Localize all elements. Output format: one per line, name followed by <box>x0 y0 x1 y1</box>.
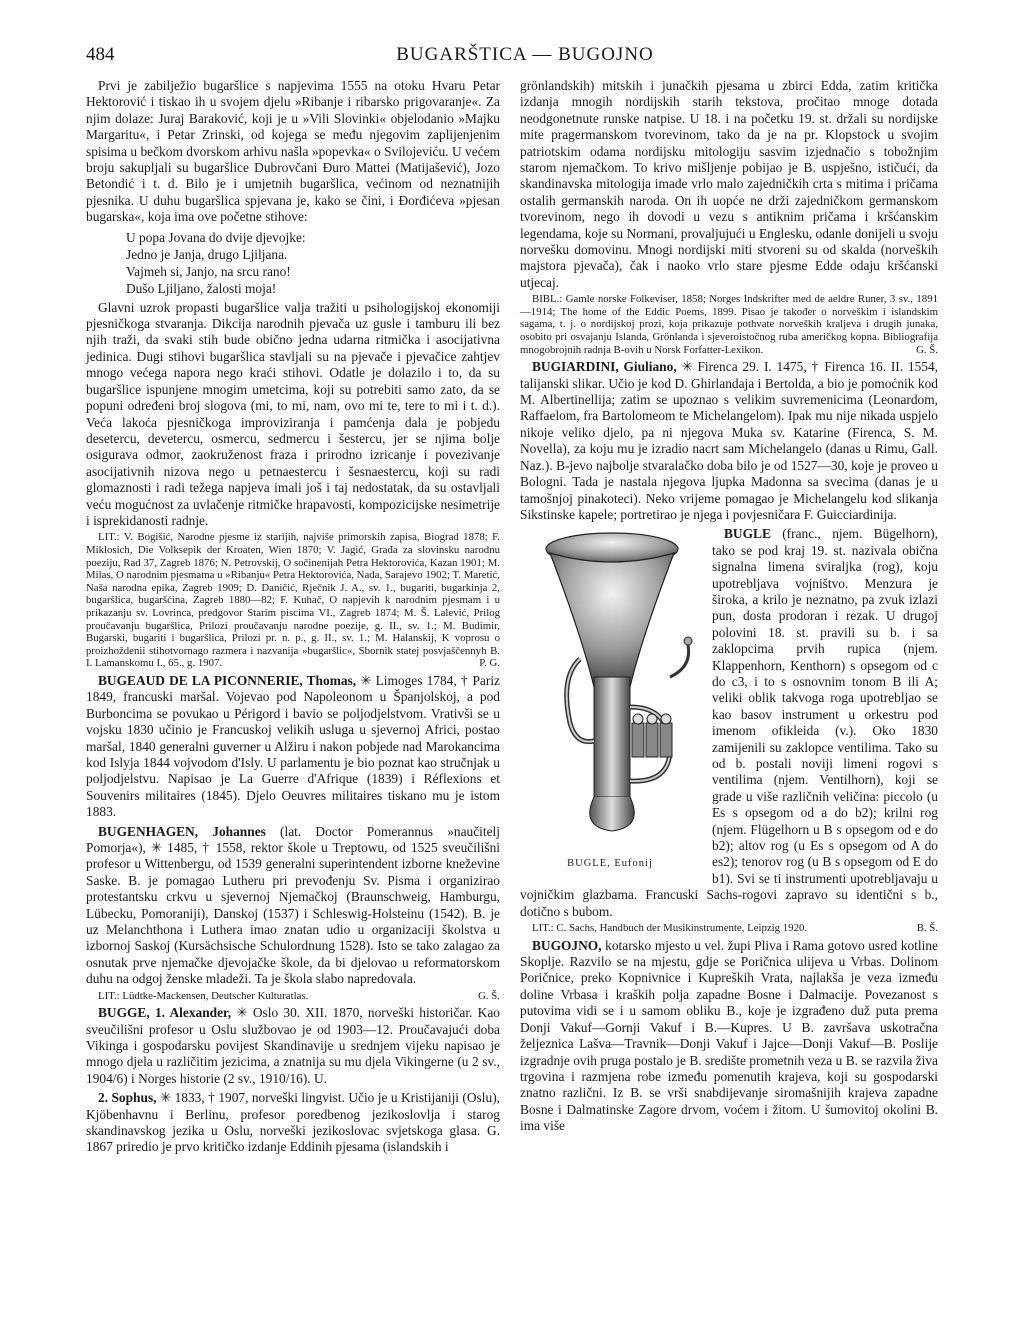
literature-note <box>520 922 938 935</box>
valve-icon <box>647 714 657 724</box>
author-signature: G. Š. <box>478 989 500 1002</box>
poem-line: Dušo Ljiljano, žalosti moja! <box>126 280 277 296</box>
poem-line: Vajmeh si, Janjo, na srcu rano! <box>126 263 291 279</box>
valve-icon <box>633 714 643 724</box>
page-header <box>86 44 964 68</box>
author-signature: G. Š. <box>916 343 938 356</box>
figure-caption: BUGLE, Eufonij <box>567 857 653 869</box>
literature-text: LIT.: V. Bogišić, Narodne pjesme iz starijih, najviše primorskih zapisa, Biograd 1878; F. Miklosich, Die Volksepik der Kroaten, Wien 1870; V. Jagić, Građa za slovinsku narodnu poeziju, Rad 37, Zagreb 1876; N. Petrovskij, O sočinenijah Petra Hektorovića, Kazan 1901; M. Milas, O narodnim pjesmama u »Ribanju« Petra Hektorovića, Nada, Sarajevo 1902; T. Maretić, Naša narodna epika, Zagreb 1909; D. Daničić, Rječnik J. A., sv. 1., bugariti, bugarkinja 2, bugaršlica, bugaršćina, Zagreb 1880—82; F. Kuhač, O napjevih k narodnim pjesmam i u prikazanju sv. Lovrinca, predgovor Starim piscima VI., Zagreb 1874; M. Š. Lalević, Prilog proučavanju bugaršlica, Prilozi proučavanju narodne poezije, g. II., sv. 1.; M. Budimir, Bugarski, bugariti i bugaršlica, Prilozi pr. n. p., g. II., sv. 1.; M. Halanskij, K voprosu o proizhoždenii stihotvornago razmera i nazvanija »bugaršlic«, Sbornik statej posvjaščennyh B. I. Lamanskomu I., 65., g. 1907. <box>86 531 500 670</box>
headword: BUGLE <box>724 526 771 542</box>
page-number: 484 <box>86 44 115 65</box>
right-column <box>520 78 938 1135</box>
entry-text: (franc., njem. Bügelhorn), tako se pod kraj 19. st. nazivala obična signalna limena sviraljka (rog), koju upotrebljava vojništvo. Menzura je široka, a krilo je neznatno, pa zvuk izlazi pun, dosta prodoran i rezak. U drugoj polovini 18. st. pravili su b. i sa zaklopcima prvih rupica (njem. Klappenhorn, Kenthorn) s opsegom od c do c3, i to s osnovnim tonom B ili A; veliki oblik takvoga roga upotrebljao se kao basov instrument u orkestru pod imenom ofikleida (v.). Oko 1830 zamijenili su zaklopce ventilima. Tako su od b. postali noviji limeni rogovi s ventilima (njem. Ventilhorn), koji se grade u više različnih veličina: piccolo (u Es s opsegom od a do b2); krilni rog (njem. Flügelhorn u B s opsegom od e do b2); altov rog (u Es s opsegom od A do es2); tenorov rog (u B s opsegom od E do b1). Svi se ti instrumenti upotrebljavaju u vojničkim glazbama. Francuski Sachs-rogovi zapravo su identični s b., dotično s bubom. <box>520 526 938 919</box>
headword: BUGEAUD DE LA PICONNERIE, Thomas, <box>98 672 357 688</box>
author-signature: P. G. <box>479 657 500 670</box>
entry-bugeaud <box>86 673 500 821</box>
entry-text: (lat. Doctor Pomerannus »naučitelj Pomorja«), ✳ 1485, † 1558, rektor škole u Treptowu, od 1525 sveučilišni profesor u Wittenbergu, od 1539 generalni superintendent izborne kneževine Saske. B. je pomagao Lutheru pri prevođenju Sv. Pisma i organizirao protestantsku crkvu u sjevernoj Njemačkoj (Braunschweig, Hamburgu, Lübecku, Pomoraniji), Danskoj (1537) i Schleswig-Holsteinu (1542). B. je uz Melanchthona i Luthera imao znatan udio u organizaciji školstva u izbornoj Saskoj (Kursächsische Schulordnung 1528). Isto se tako zalagao za osnutak prve njemačke djevojačke škole, da bi djelovao u reformatorskom duhu na odgoj ženske mladeži. Ta je škola slabo napredovala. <box>86 823 500 987</box>
bibliography-note <box>520 293 938 356</box>
mouthpiece-icon <box>684 637 692 645</box>
literature-note <box>86 990 500 1003</box>
literature-text: LIT.: C. Sachs, Handbuch der Musikinstrumente, Leipzig 1920. <box>532 922 808 935</box>
poem-line: U popa Jovana do dvije djevojke: <box>126 229 306 245</box>
valve-icon <box>661 714 671 724</box>
entry-bugenhagen <box>86 824 500 988</box>
author-signature: B. Š. <box>916 922 938 935</box>
headword: BUGIARDINI, Giuliano, <box>532 359 677 375</box>
entry-text: ✳ Firenca 29. I. 1475, † Firenca 16. II. 1554, talijanski slikar. Učio je kod D. Ghirlandaja i Bertolda, a bio je pomoćnik kod M. Albertinellija; zatim se upoznao s velikim suvremenicima (Leonardom, Raffaelom, fra Bartolomeom te Michelangelom). Ipak mu nije nikada uspjelo nikoje veliko djelo, pa ni njegova Muka sv. Katarine (Firenca, S. M. Novella), za koju mu je izradio nacrt sam Michelangelo (danas u Rimu, Gall. Naz.). B-jevo najbolje stvaralačko doba bilo je od 1527—30, koje je proveo u Bologni. Tada je nastala njegova ljupka Madonna sa svecima (danas je u tamošnjoj pinakoteci). Neko vrijeme pomagao je Michelangelu kod slikanja Sikstinske kapele; portretirao je njega i povjesničara F. Guicciardinija. <box>520 359 939 522</box>
headword: BUGOJNO, <box>532 937 602 953</box>
left-column <box>86 78 500 1156</box>
literature-note <box>86 531 500 670</box>
paragraph: grönlandskih) mitskih i junačkih pjesama u zbirci Edda, zatim kritička izdanja mnogih nordijskih starih tekstova, pročitao mnoge dotada neodgonetnute runske natpise. U 18. i na početku 19. st. držali su nordijske mite pragermanskom tvorevinom, tako da je na pr. Klopstock u svojim patriotskim odama nordijsku mitologiju sasvim izjednačio s tobožnjim starom njemačkom. To krivo mišljenje pobijao je B. uspješno, ističući, da skandinavska mitologija imade vrlo malo zajedničkih crta s mitima i pričama ostalih germanskih naroda. On ih uopće ne drži zajedničkom germanskom tvorevinom, nego ih dovodi u vezu s antiknim pričama i kršćanskim legendama, koje su Normani, provaljujući u Englesku, odanle donijeli u svoju norvešku domovinu. Mnogi nordijski miti stvoreni su od skalda (norveških majstora pjevača), čak i naoko vrlo stare pjesme Edde odaju kršćanski utjecaj. <box>520 78 938 290</box>
paragraph: Prvi je zabilježio bugaršlice s napjevima 1555 na otoku Hvaru Petar Hektorović i tiskao ih u svojem djelu »Ribanje i ribarsko prigovaranje«. Za njim dolaze: Juraj Baraković, koji je u »Vili Slovinki« objelodanio »Majku Margaritu«, i Petar Zrinski, od kojega se među njegovim zaplijenjenim spisima u bečkom dvorskom arhivu našla »popevka« o Svilojeviću. U većem broju sakupljali su bugaršlice Dubrovčani Đuro Mattei (Matijašević), Jozo Betondić i t. d. Bilo je i umjetnih bugaršlica, većinom od neznatnijih pjesnika. U duhu bugaršlica spjevana je, kako se čini, i Đorđićeva »pjesan bugarska«, koja ima ove početne stihove: <box>86 78 500 225</box>
figure-bugle <box>520 527 700 872</box>
bibliography-text: BIBL.: Gamle norske Folkeviser, 1858; Norges Indskrifter med de aeldre Runer, 3 sv., 1891—1914; The home of the Eddic Poems, 1899. Pisao je također o norveškim i islandskim sagama, t. j. o nordijskoj prozi, koja prikazuje pothvate norveških kraljeva i drugih junaka, osobito pri osvajanju Islanda, Grönlanda i sjeveroistočnog ruba američkog kopna. Bibliografija mnogobrojnih radnja B-ovih u Norsk Forfatter-Lexikon. <box>520 293 938 356</box>
running-head: BUGARŠTICA — BUGOJNO <box>396 44 654 65</box>
entry-bugge-alexander <box>86 1005 500 1087</box>
paragraph: Glavni uzrok propasti bugaršlice valja tražiti u psihologijskoj ekonomiji pjesničkoga stvaranja. Dikcija narodnih pjevača uz gusle i tamburu ili bez njih traži, da svaki stih bude obično jedna udarna ritmička i asocijativna jedinica. Dugi stihovi bugaršlica stavljali su na pjevače i pjevačice zahtjev mnogo većega napora nego kraći stihovi. Odatle je dolazilo i to, da su bugaršlice ispunjene mnogim umetcima, koji su potrebiti samo zato, da se popuni određeni broj slogova (mi, to mi, nam, ovo mi te, tere to mi i t. d.). Veća lakoća pjesničkoga improviziranja i pamćenja dala je pobjedu desetercu, devetercu, osmercu, sedmercu i šestercu, jer se njima bolje osigurava odmor, zaokruženost fraza i prirodno izricanje i povezivanje asocijativnih nizova nego u petnaestercu i šesnaestercu, koji su radi glomaznosti i radi težega napjeva imali još i taj nedostatak, da su ostavljali veću mogućnost za uvlačenje ritmičke hrapavosti, kompozicijske nesimetrije i isprekidanosti radnje. <box>86 299 500 528</box>
poem <box>126 229 500 297</box>
entry-text: ✳ 1833, † 1907, norveški lingvist. Učio je u Kristijaniji (Oslu), Kjöbenhavnu i Berlinu, profesor poredbenog jezikoslovlja i starog skandinavskog jezika u Oslu, norveški jezikoslovac svjetskoga glasa. G. 1867 priredio je prvo kritičko izdanje Eddinih pjesama (islandskih i <box>86 1090 500 1155</box>
poem-line: Jedno je Janja, drugo Ljiljana. <box>126 246 288 262</box>
entry-text: ✳ Oslo 30. XII. 1870, norveški historičar. Kao sveučilišni profesor u Oslu službovao je od 1903—12. Proučavajući doba Vikinga i gospodarsku povijest Skandinavije u srednjem vijeku napisao je mnogo djela u različitim jezicima, a znatnija su mu djela Vikingerne (u 2 sv., 1904/6) i Norges historie (2 sv., 1910/16). U. <box>86 1005 500 1086</box>
headword: BUGGE, 1. Alexander, <box>98 1005 232 1021</box>
entry-text: ✳ Limoges 1784, † Pariz 1849, francuski maršal. Vojevao pod Napoleonom u Španjolskoj, a pod Burboncima se povukao u Périgord i bavio se poljodjelstvom. Vrativši se u vojsku 1830 učinio je Francuskoj velikih usluga u sjevernoj Africi, postao maršal, 1840 generalni guverner u Alžiru i nakon pobjede nad Marokancima kod Islyja 1844 vojvodom d'Isly. U parlamentu je bio poznat kao stručnjak u poljodjelstvu. Napisao je La Guerre d'Afrique (1839) i Réflexions et Souvenirs militaires (1845). Djelo Oeuvres militaires tiskano mu je istom 1883. <box>86 672 500 820</box>
headword: BUGENHAGEN, Johannes <box>98 823 266 839</box>
entry-text: kotarsko mjesto u vel. župi Pliva i Rama gotovo usred kotline Skoplje. Razvilo se na mjestu, gdje se Poričnica ulijeva u Vrbas. Dolinom Poričnice, preko Kopnivnice i Kupreških Vrata, najlakša je veza između doline Vrbasa i kraških polja zapadne Bosne i Dalmacije. Povezanost s putovima vidi se i u samom obliku B., koje je izgrađeno duž puta prema Donji Vakuf—Gornji Vakuf i B.—Kupres. U B. završava uskotračna željeznica Lašva—Travnik—Donji Vakuf i Jajce—Donji Vakuf—B. Poslije izgradnje ovih pruga postalo je B. središte prometnih veza u B. se razvila živa trgovina i razmjena robe između pomenutih krajeva, koji su gospodarski znatno različni. Iz B. se vrši snabdijevanje siromašnijih krajeva zapadne Bosne i Dalmatinske Zagore drvom, voćem i žitom. U šumovitoj okolini B. ima više <box>520 937 938 1134</box>
entry-bugojno <box>520 938 938 1135</box>
headword: 2. Sophus, <box>98 1090 157 1106</box>
entry-bugge-sophus <box>86 1090 500 1156</box>
euphonium-illustration <box>520 527 700 847</box>
literature-text: LIT.: Lüdtke-Mackensen, Deutscher Kulturatlas. <box>98 989 309 1002</box>
entry-bugiardini <box>520 359 938 523</box>
